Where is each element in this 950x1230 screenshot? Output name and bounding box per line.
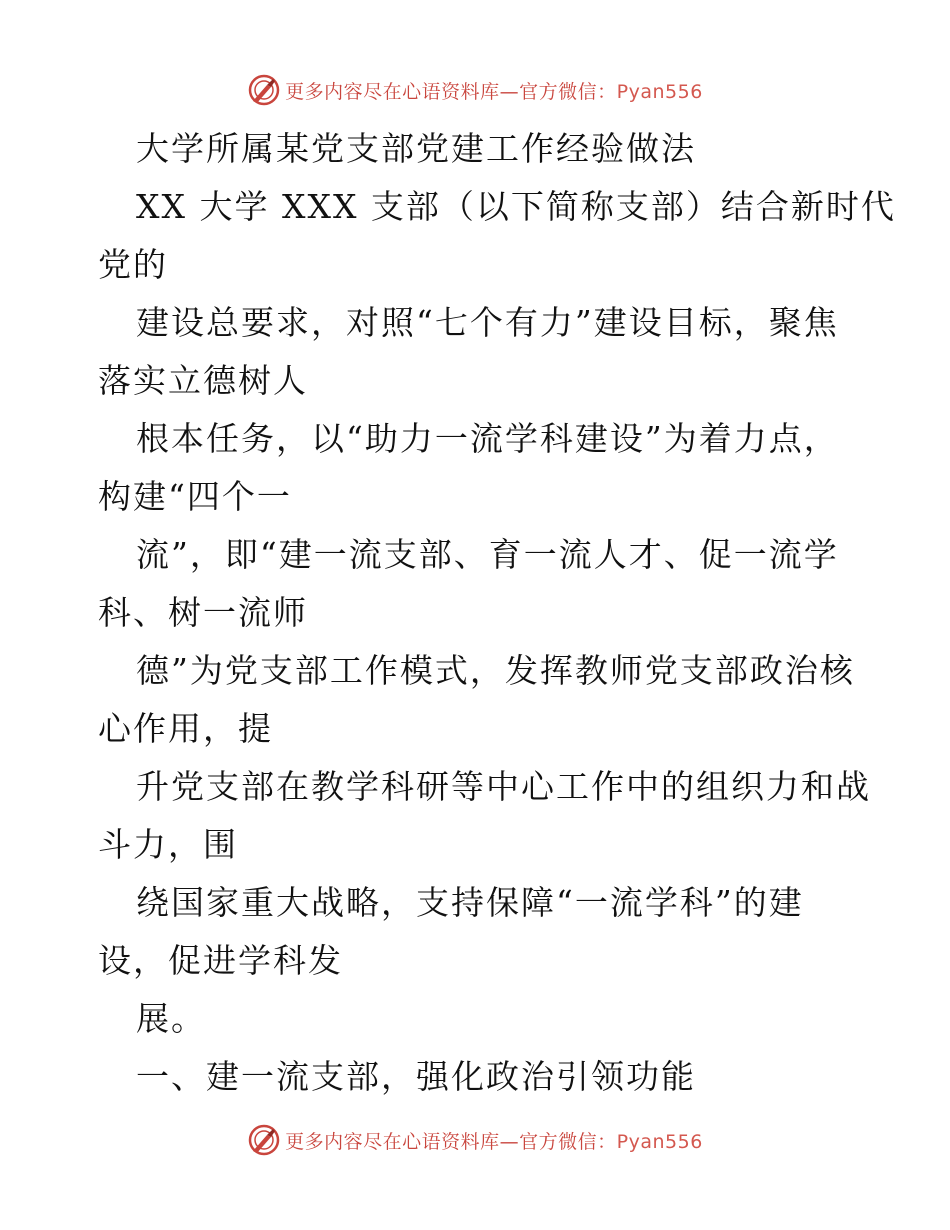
footer-watermark: [0, 1120, 950, 1160]
watermark-text: 更多内容尽在心语资料库—官方微信：Pyan556: [285, 80, 703, 103]
watermark-text: 更多内容尽在心语资料库—官方微信：Pyan556: [285, 1130, 703, 1153]
paragraph-line: 根本任务，以“助力一流学科建设”为着力点，: [136, 419, 839, 458]
document-body: [98, 120, 896, 1106]
paragraph-line: 构建“四个一: [98, 477, 292, 516]
doc-title: 大学所属某党支部党建工作经验做法: [136, 129, 696, 168]
header-watermark: [0, 70, 950, 110]
paragraph-line: 绕国家重大战略，支持保障“一流学科”的建: [136, 883, 804, 922]
paragraph-line: 流”，即“建一流支部、育一流人才、促一流学: [136, 535, 839, 574]
paragraph-line: XX 大学 XXX 支部（以下简称支部）结合新时代: [136, 187, 896, 226]
paragraph-line: 升党支部在教学科研等中心工作中的组织力和战: [136, 767, 871, 806]
paragraph-line: 建设总要求，对照“七个有力”建设目标，聚焦: [136, 303, 839, 342]
paragraph-line: 德”为党支部工作模式，发挥教师党支部政治核: [136, 651, 855, 690]
paragraph-line: 科、树一流师: [98, 593, 308, 632]
paragraph-line: 设，促进学科发: [98, 941, 343, 980]
paragraph-line: 展。: [136, 999, 206, 1038]
section-heading: 一、建一流支部，强化政治引领功能: [136, 1057, 696, 1096]
pen-logo-icon: [247, 73, 281, 107]
pen-logo-icon: [247, 1123, 281, 1157]
paragraph-line: 心作用，提: [98, 709, 273, 748]
paragraph-line: 党的: [98, 245, 168, 284]
paragraph-line: 斗力，围: [98, 825, 238, 864]
paragraph-line: 落实立德树人: [98, 361, 308, 400]
